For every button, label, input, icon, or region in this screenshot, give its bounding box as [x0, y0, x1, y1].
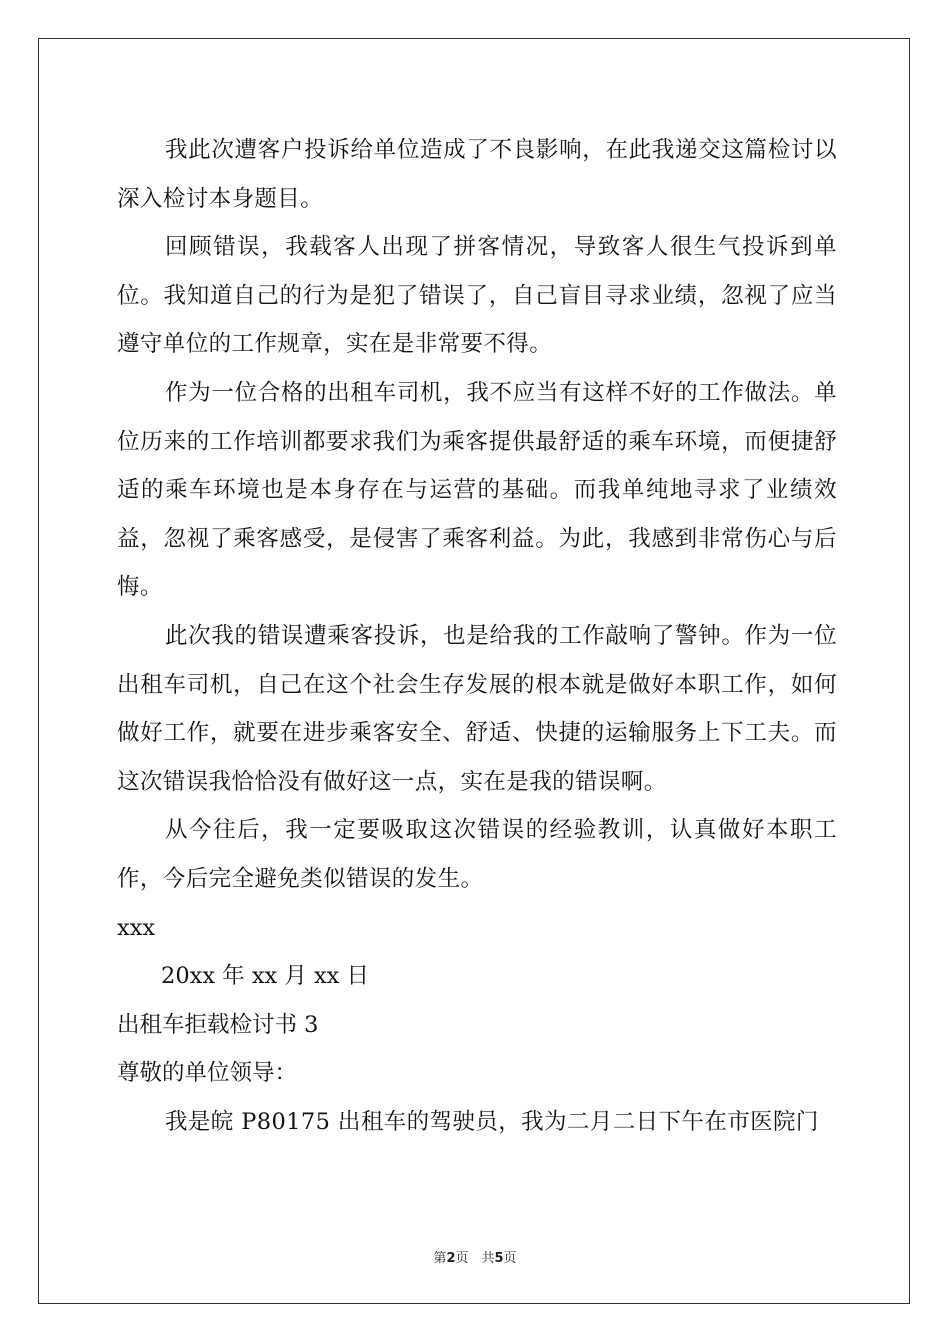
document-body	[117, 126, 837, 1146]
paragraph-4: 此次我的错误遭乘客投诉，也是给我的工作敲响了警钟。作为一位出租车司机，自己在这个社会生存发展的根本就是做好本职工作，如何做好工作，就要在进步乘客安全、舒适、快捷的运输服务上下工夫。而这次错误我恰恰没有做好这一点，实在是我的错误啊。	[117, 622, 837, 795]
page-footer	[0, 1247, 950, 1266]
total-pages: 5	[494, 1251, 504, 1266]
page-suffix: 页	[503, 1251, 517, 1266]
salutation: 尊敬的单位领导：	[117, 1060, 298, 1087]
page-number: 2	[446, 1251, 456, 1266]
paragraph-1: 我此次遭客户投诉给单位造成了不良影响，在此我递交这篇检讨以深入检讨本身题目。	[117, 137, 837, 212]
signature: xxx	[117, 914, 156, 941]
paragraph-2: 回顾错误，我载客人出现了拼客情况，导致客人很生气投诉到单位。我知道自己的行为是犯了错误了，自己盲目寻求业绩，忽视了应当遵守单位的工作规章，实在是非常要不得。	[117, 234, 837, 358]
paragraph-3: 作为一位合格的出租车司机，我不应当有这样不好的工作做法。单位历来的工作培训都要求我们为乘客提供最舒适的乘车环境，而便捷舒适的乘车环境也是本身存在与运营的基础。而我单纯地寻求了业绩效益，忽视了乘客感受，是侵害了乘客利益。为此，我感到非常伤心与后悔。	[117, 379, 837, 601]
paragraph-6: 我是皖 P80175 出租车的驾驶员，我为二月二日下午在市医院门	[165, 1108, 819, 1135]
page-mid: 页 共	[455, 1251, 495, 1266]
section-title: 出租车拒载检讨书 3	[117, 1011, 319, 1038]
paragraph-5: 从今往后，我一定要吸取这次错误的经验教训，认真做好本职工作，今后完全避免类似错误的发生。	[117, 817, 837, 892]
date-line: 20xx 年 xx 月 xx 日	[161, 963, 370, 990]
page-prefix: 第	[433, 1251, 447, 1266]
